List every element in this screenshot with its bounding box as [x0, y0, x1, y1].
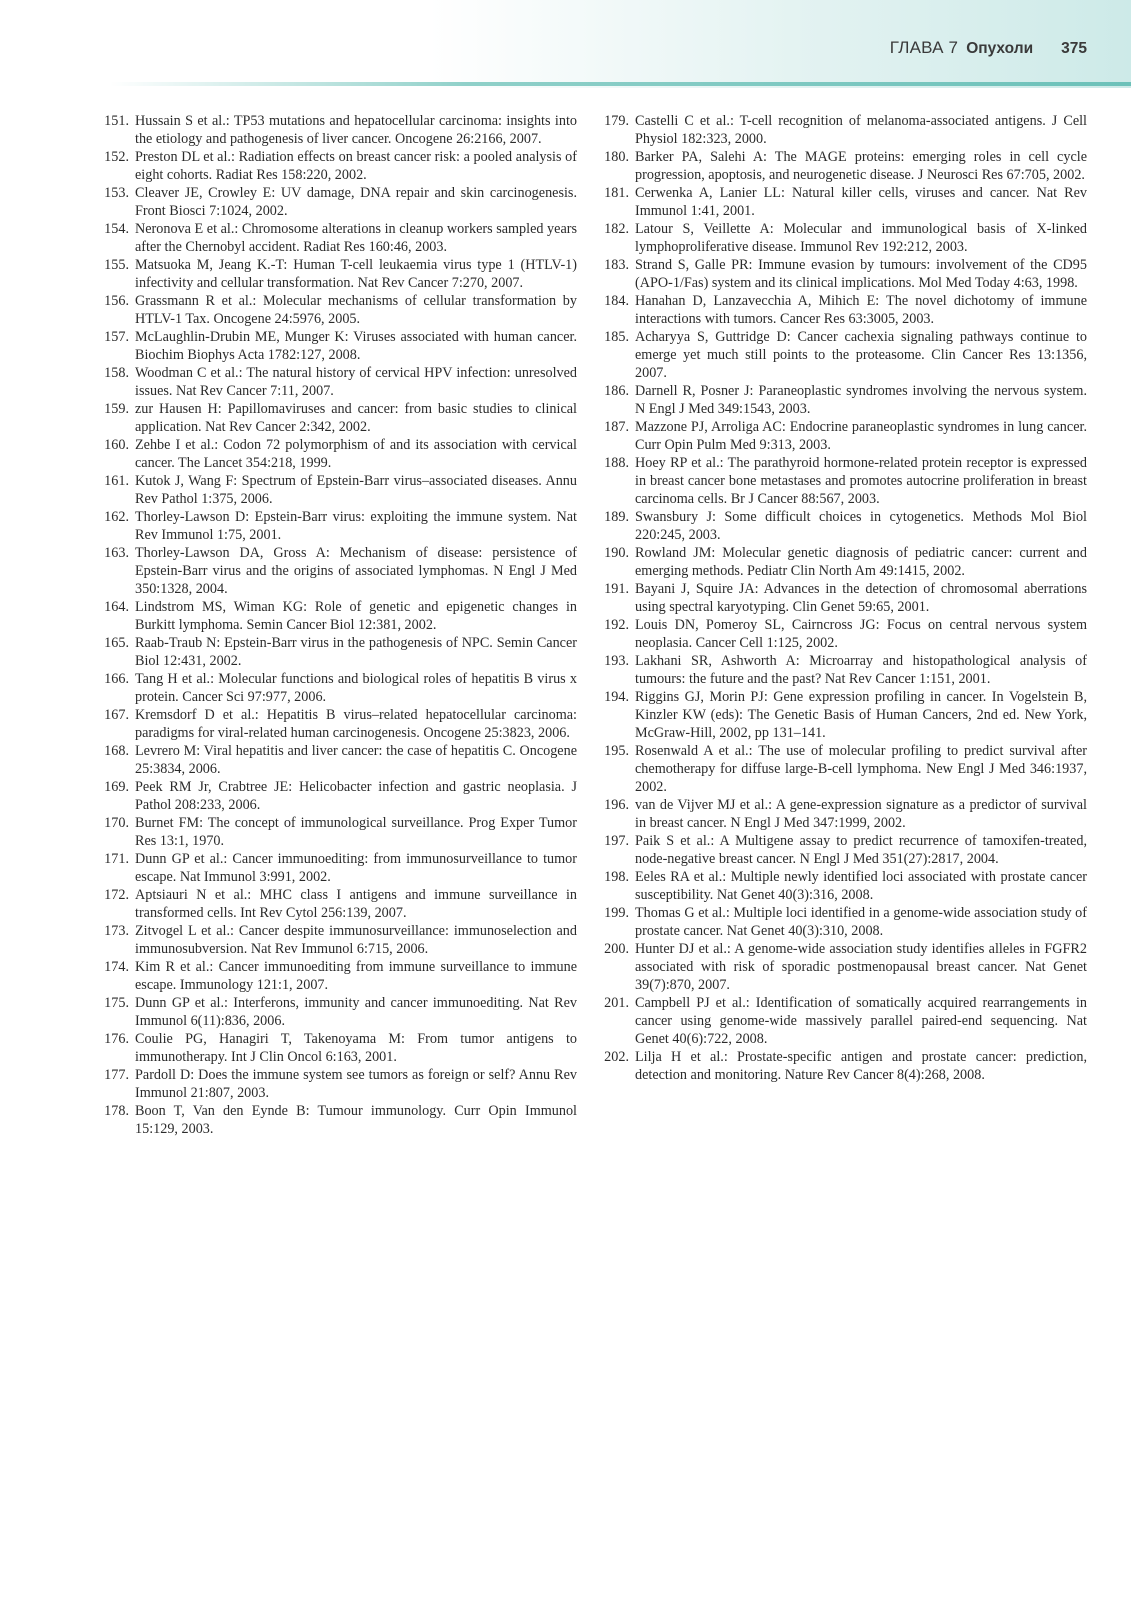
reference-text: Woodman C et al.: The natural history of cervical HPV infection: unresolved issues. Nat Rev Cancer 7:11, 2007. [135, 365, 577, 399]
reference-number: 182. [604, 221, 629, 237]
reference-text: Pardoll D: Does the immune system see tumors as foreign or self? Annu Rev Immunol 21:807, 2003. [135, 1067, 577, 1101]
reference-item [597, 220, 1087, 256]
reference-number: 183. [604, 257, 629, 273]
reference-number: 157. [104, 329, 129, 345]
reference-item [97, 544, 577, 598]
reference-item [97, 706, 577, 742]
reference-text: Swansbury J: Some difficult choices in cytogenetics. Methods Mol Biol 220:245, 2003. [635, 509, 1087, 543]
reference-number: 175. [104, 995, 129, 1011]
reference-text: Hanahan D, Lanzavecchia A, Mihich E: The novel dichotomy of immune interactions with tumors. Cancer Res 63:3005, 2003. [635, 293, 1087, 327]
reference-number: 186. [604, 383, 629, 399]
reference-number: 156. [104, 293, 129, 309]
reference-number: 168. [104, 743, 129, 759]
reference-item [97, 400, 577, 436]
reference-item [597, 580, 1087, 616]
reference-item [97, 148, 577, 184]
reference-text: Paik S et al.: A Multigene assay to predict recurrence of tamoxifen-treated, node-negative breast cancer. N Engl J Med 351(27):2817, 2004. [635, 833, 1087, 867]
reference-number: 181. [604, 185, 629, 201]
reference-number: 202. [604, 1049, 629, 1065]
reference-item [597, 148, 1087, 184]
reference-number: 176. [104, 1031, 129, 1047]
reference-item [597, 994, 1087, 1048]
reference-number: 190. [604, 545, 629, 561]
reference-text: Eeles RA et al.: Multiple newly identified loci associated with prostate cancer susceptibility. Nat Genet 40(3):316, 2008. [635, 869, 1087, 903]
reference-item [597, 742, 1087, 796]
reference-number: 197. [604, 833, 629, 849]
reference-item [97, 814, 577, 850]
reference-text: Tang H et al.: Molecular functions and biological roles of hepatitis B virus x protein. Cancer Sci 97:977, 2006. [135, 671, 577, 705]
reference-number: 165. [104, 635, 129, 651]
reference-text: Acharyya S, Guttridge D: Cancer cachexia signaling pathways continue to emerge yet much still points to the proteasome. Clin Cancer Res 13:1356, 2007. [635, 329, 1087, 381]
reference-number: 191. [604, 581, 629, 597]
reference-text: Aptsiauri N et al.: MHC class I antigens and immune surveillance in transformed cells. Int Rev Cytol 256:139, 2007. [135, 887, 577, 921]
reference-text: Burnet FM: The concept of immunological surveillance. Prog Exper Tumor Res 13:1, 1970. [135, 815, 577, 849]
reference-number: 178. [104, 1103, 129, 1119]
reference-number: 199. [604, 905, 629, 921]
reference-number: 159. [104, 401, 129, 417]
reference-text: Darnell R, Posner J: Paraneoplastic syndromes involving the nervous system. N Engl J Med 349:1543, 2003. [635, 383, 1087, 417]
reference-number: 195. [604, 743, 629, 759]
reference-number: 188. [604, 455, 629, 471]
reference-number: 155. [104, 257, 129, 273]
reference-item [97, 670, 577, 706]
reference-text: Hoey RP et al.: The parathyroid hormone-related protein receptor is expressed in breast cancer bone metastases and promotes autocrine proliferation in breast carcinoma cells. Br J Cancer 88:567, 2003. [635, 455, 1087, 507]
reference-text: Louis DN, Pomeroy SL, Cairncross JG: Focus on central nervous system neoplasia. Cancer Cell 1:125, 2002. [635, 617, 1087, 651]
reference-number: 201. [604, 995, 629, 1011]
reference-number: 172. [104, 887, 129, 903]
reference-number: 170. [104, 815, 129, 831]
reference-text: Matsuoka M, Jeang K.-T: Human T-cell leukaemia virus type 1 (HTLV-1) infectivity and cellular transformation. Nat Rev Cancer 7:270, 2007. [135, 257, 577, 291]
reference-number: 163. [104, 545, 129, 561]
reference-text: Coulie PG, Hanagiri T, Takenoyama M: From tumor antigens to immunotherapy. Int J Clin Oncol 6:163, 2001. [135, 1031, 577, 1065]
reference-item [97, 886, 577, 922]
reference-text: Grassmann R et al.: Molecular mechanisms of cellular transformation by HTLV-1 Tax. Oncogene 24:5976, 2005. [135, 293, 577, 327]
reference-item [97, 634, 577, 670]
reference-text: Neronova E et al.: Chromosome alterations in cleanup workers sampled years after the Chernobyl accident. Radiat Res 160:46, 2003. [135, 221, 577, 255]
reference-number: 173. [104, 923, 129, 939]
reference-text: Lindstrom MS, Wiman KG: Role of genetic and epigenetic changes in Burkitt lymphoma. Semin Cancer Biol 12:381, 2002. [135, 599, 577, 633]
reference-item [597, 256, 1087, 292]
reference-item [597, 688, 1087, 742]
reference-number: 189. [604, 509, 629, 525]
reference-number: 161. [104, 473, 129, 489]
reference-text: Rosenwald A et al.: The use of molecular profiling to predict survival after chemotherapy for diffuse large-B-cell lymphoma. New Engl J Med 346:1937, 2002. [635, 743, 1087, 795]
reference-item [97, 364, 577, 400]
reference-text: zur Hausen H: Papillomaviruses and cancer: from basic studies to clinical application. Nat Rev Cancer 2:342, 2002. [135, 401, 577, 435]
reference-item [597, 652, 1087, 688]
reference-text: Zehbe I et al.: Codon 72 polymorphism of and its association with cervical cancer. The Lancet 354:218, 1999. [135, 437, 577, 471]
reference-number: 200. [604, 941, 629, 957]
reference-item [97, 994, 577, 1030]
reference-item [97, 1030, 577, 1066]
reference-text: Boon T, Van den Eynde B: Tumour immunology. Curr Opin Immunol 15:129, 2003. [135, 1103, 577, 1137]
reference-item [597, 544, 1087, 580]
reference-text: Riggins GJ, Morin PJ: Gene expression profiling in cancer. In Vogelstein B, Kinzler KW (eds): The Genetic Basis of Human Cancers, 2nd ed. New York, McGraw-Hill, 2002, pp 131–141. [635, 689, 1087, 741]
page-number: 375 [1061, 40, 1087, 57]
reference-text: Lilja H et al.: Prostate-specific antigen and prostate cancer: prediction, detection and monitoring. Nature Rev Cancer 8(4):268, 2008. [635, 1049, 1087, 1083]
reference-item [597, 418, 1087, 454]
reference-text: Cerwenka A, Lanier LL: Natural killer cells, viruses and cancer. Nat Rev Immunol 1:41, 2001. [635, 185, 1087, 219]
reference-number: 184. [604, 293, 629, 309]
reference-text: Bayani J, Squire JA: Advances in the detection of chromosomal aberrations using spectral karyotyping. Clin Genet 59:65, 2001. [635, 581, 1087, 615]
reference-text: Castelli C et al.: T-cell recognition of melanoma-associated antigens. J Cell Physiol 182:323, 2000. [635, 113, 1087, 147]
reference-text: Lakhani SR, Ashworth A: Microarray and histopathological analysis of tumours: the future and the past? Nat Rev Cancer 1:151, 2001. [635, 653, 1087, 687]
reference-number: 171. [104, 851, 129, 867]
reference-text: Levrero M: Viral hepatitis and liver cancer: the case of hepatitis C. Oncogene 25:3834, 2006. [135, 743, 577, 777]
reference-number: 158. [104, 365, 129, 381]
reference-item [597, 616, 1087, 652]
reference-item [97, 292, 577, 328]
reference-number: 164. [104, 599, 129, 615]
reference-number: 166. [104, 671, 129, 687]
reference-item [597, 454, 1087, 508]
reference-number: 177. [104, 1067, 129, 1083]
reference-text: Latour S, Veillette A: Molecular and immunological basis of X-linked lymphoproliferative disease. Immunol Rev 192:212, 2003. [635, 221, 1087, 255]
reference-text: Hunter DJ et al.: A genome-wide association study identifies alleles in FGFR2 associated with risk of sporadic postmenopausal breast cancer. Nat Genet 39(7):870, 2007. [635, 941, 1087, 993]
reference-number: 194. [604, 689, 629, 705]
reference-text: Kim R et al.: Cancer immunoediting from immune surveillance to immune escape. Immunology 121:1, 2007. [135, 959, 577, 993]
reference-item [97, 436, 577, 472]
reference-item [97, 508, 577, 544]
reference-text: Cleaver JE, Crowley E: UV damage, DNA repair and skin carcinogenesis. Front Biosci 7:1024, 2002. [135, 185, 577, 219]
reference-number: 185. [604, 329, 629, 345]
reference-text: Rowland JM: Molecular genetic diagnosis of pediatric cancer: current and emerging methods. Pediatr Clin North Am 49:1415, 2002. [635, 545, 1087, 579]
header-rule [110, 82, 1131, 86]
reference-number: 187. [604, 419, 629, 435]
reference-number: 180. [604, 149, 629, 165]
reference-item [97, 850, 577, 886]
reference-item [97, 256, 577, 292]
reference-item [97, 778, 577, 814]
reference-number: 151. [104, 113, 129, 129]
reference-number: 160. [104, 437, 129, 453]
reference-text: Preston DL et al.: Radiation effects on breast cancer risk: a pooled analysis of eight cohorts. Radiat Res 158:220, 2002. [135, 149, 577, 183]
reference-number: 169. [104, 779, 129, 795]
reference-item [97, 184, 577, 220]
reference-item [97, 922, 577, 958]
reference-item [97, 1066, 577, 1102]
reference-number: 179. [604, 113, 629, 129]
reference-item [97, 328, 577, 364]
reference-text: Campbell PJ et al.: Identification of somatically acquired rearrangements in cancer using genome-wide massively parallel paired-end sequencing. Nat Genet 40(6):722, 2008. [635, 995, 1087, 1047]
reference-text: Hussain S et al.: TP53 mutations and hepatocellular carcinoma: insights into the etiology and pathogenesis of liver cancer. Oncogene 26:2166, 2007. [135, 113, 577, 147]
reference-item [97, 742, 577, 778]
reference-item [597, 832, 1087, 868]
reference-number: 193. [604, 653, 629, 669]
reference-item [597, 904, 1087, 940]
reference-text: Raab-Traub N: Epstein-Barr virus in the pathogenesis of NPC. Semin Cancer Biol 12:431, 2002. [135, 635, 577, 669]
references-left-column [97, 112, 577, 1138]
reference-item [597, 508, 1087, 544]
reference-item [597, 868, 1087, 904]
reference-text: Thorley-Lawson DA, Gross A: Mechanism of disease: persistence of Epstein-Barr virus and the origins of associated lymphomas. N Engl J Med 350:1328, 2004. [135, 545, 577, 597]
reference-number: 198. [604, 869, 629, 885]
chapter-label: ГЛАВА 7 [889, 38, 959, 57]
chapter-title: Опухоли [966, 40, 1034, 57]
reference-item [97, 220, 577, 256]
reference-text: Dunn GP et al.: Interferons, immunity and cancer immunoediting. Nat Rev Immunol 6(11):836, 2006. [135, 995, 577, 1029]
reference-text: Kutok J, Wang F: Spectrum of Epstein-Barr virus–associated diseases. Annu Rev Pathol 1:375, 2006. [135, 473, 577, 507]
reference-text: Thomas G et al.: Multiple loci identified in a genome-wide association study of prostate cancer. Nat Genet 40(3):310, 2008. [635, 905, 1087, 939]
reference-item [97, 958, 577, 994]
reference-item [97, 598, 577, 634]
reference-text: McLaughlin-Drubin ME, Munger K: Viruses associated with human cancer. Biochim Biophys Acta 1782:127, 2008. [135, 329, 577, 363]
reference-item [597, 1048, 1087, 1084]
reference-text: Mazzone PJ, Arroliga AC: Endocrine paraneoplastic syndromes in lung cancer. Curr Opin Pulm Med 9:313, 2003. [635, 419, 1087, 453]
reference-item [597, 292, 1087, 328]
reference-text: Kremsdorf D et al.: Hepatitis B virus–related hepatocellular carcinoma: paradigms for viral-related human carcinogenesis. Oncogene 25:3823, 2006. [135, 707, 577, 741]
reference-number: 196. [604, 797, 629, 813]
reference-text: Thorley-Lawson D: Epstein-Barr virus: exploiting the immune system. Nat Rev Immunol 1:75, 2001. [135, 509, 577, 543]
reference-number: 154. [104, 221, 129, 237]
reference-number: 152. [104, 149, 129, 165]
reference-text: Zitvogel L et al.: Cancer despite immunosurveillance: immunoselection and immunosubversion. Nat Rev Immunol 6:715, 2006. [135, 923, 577, 957]
reference-number: 162. [104, 509, 129, 525]
reference-item [97, 472, 577, 508]
reference-item [597, 382, 1087, 418]
running-head [890, 38, 1087, 62]
reference-item [97, 1102, 577, 1138]
reference-item [597, 796, 1087, 832]
reference-text: Strand S, Galle PR: Immune evasion by tumours: involvement of the CD95 (APO-1/Fas) system and its clinical implications. Mol Med Today 4:63, 1998. [635, 257, 1087, 291]
reference-number: 153. [104, 185, 129, 201]
reference-item [597, 940, 1087, 994]
reference-item [597, 328, 1087, 382]
reference-text: Dunn GP et al.: Cancer immunoediting: from immunosurveillance to tumor escape. Nat Immunol 3:991, 2002. [135, 851, 577, 885]
reference-item [597, 112, 1087, 148]
reference-text: Barker PA, Salehi A: The MAGE proteins: emerging roles in cell cycle progression, apoptosis, and neurogenetic disease. J Neurosci Res 67:705, 2002. [635, 149, 1087, 183]
reference-number: 192. [604, 617, 629, 633]
reference-item [97, 112, 577, 148]
reference-text: Peek RM Jr, Crabtree JE: Helicobacter infection and gastric neoplasia. J Pathol 208:233, 2006. [135, 779, 577, 813]
reference-item [597, 184, 1087, 220]
reference-number: 174. [104, 959, 129, 975]
references-right-column [597, 112, 1087, 1084]
reference-number: 167. [104, 707, 129, 723]
reference-text: van de Vijver MJ et al.: A gene-expression signature as a predictor of survival in breast cancer. N Engl J Med 347:1999, 2002. [635, 797, 1087, 831]
